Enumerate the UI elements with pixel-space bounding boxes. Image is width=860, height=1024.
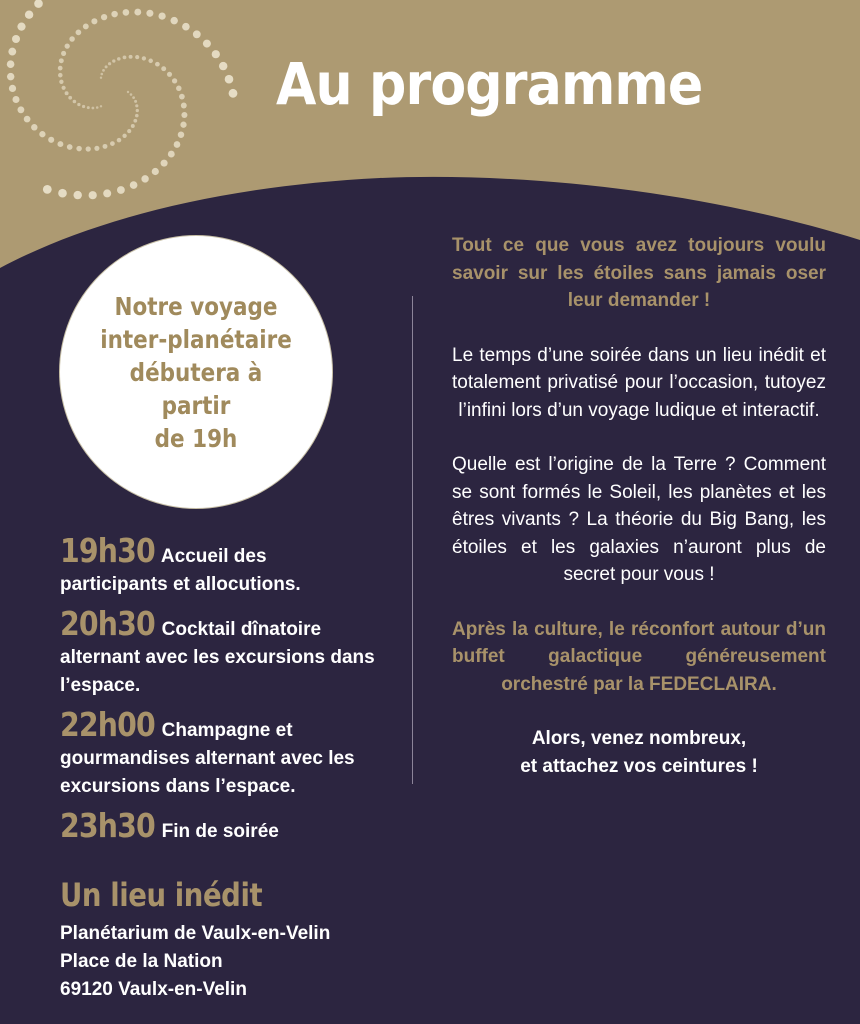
spiral-dot: [203, 40, 211, 48]
schedule-time: 23h30: [60, 806, 155, 845]
closing-line: Alors, venez nombreux,: [531, 728, 747, 749]
spiral-dot: [76, 146, 82, 152]
venue-block: [60, 876, 440, 1004]
spiral-dot: [25, 10, 33, 18]
spiral-dot: [123, 56, 127, 60]
spiral-dot: [57, 141, 63, 147]
circle-line: débutera à partir: [129, 357, 263, 420]
description-paragraph: Le temps d’une soirée dans un lieu inédit et totalement privatisé pour l’occasion, tutoyez l’infini lors d’un voyage ludique et interactif.: [452, 344, 826, 421]
spiral-dot: [101, 14, 107, 20]
spiral-dot: [158, 12, 165, 19]
schedule-item: [60, 604, 400, 700]
questions-paragraph: Quelle est l’origine de la Terre ? Comment se sont formés le Soleil, les planètes et les êtres vivants ? La théorie du Big Bang, les étoiles et les galaxies n’auront plus de secret pour vous !: [452, 454, 826, 585]
spiral-dot: [174, 141, 181, 148]
spiral-dot: [123, 9, 130, 16]
schedule-text: Champagne et: [161, 720, 293, 741]
spiral-dot: [102, 69, 105, 72]
spiral-dot: [65, 91, 69, 95]
spiral-dot: [92, 107, 95, 110]
spiral-dot: [135, 55, 139, 59]
spiral-dot: [67, 144, 73, 150]
spiral-dot: [122, 134, 126, 138]
spiral-dot: [34, 0, 43, 8]
schedule-time: 19h30: [60, 531, 155, 570]
spiral-dot: [94, 146, 99, 151]
spiral-dot: [17, 22, 25, 30]
schedule-text: alternant avec les excursions dans l’espace.: [60, 647, 375, 696]
buffet-paragraph: Après la culture, le réconfort autour d’un buffet galactique généreusement orchestré par la FEDECLAIRA.: [452, 618, 826, 695]
spiral-dot: [170, 17, 177, 24]
spiral-dot: [58, 73, 63, 78]
spiral-dot: [101, 73, 104, 76]
spiral-dot: [127, 91, 129, 93]
spiral-dot: [181, 103, 187, 109]
spiral-dot: [127, 129, 131, 133]
spiral-dot: [146, 10, 153, 17]
spiral-dot: [83, 23, 89, 29]
schedule-time: 20h30: [60, 604, 155, 643]
schedule-list: [60, 531, 400, 856]
spiral-dot: [176, 86, 182, 92]
venue-title: Un lieu inédit: [60, 876, 263, 914]
spiral-dot: [100, 105, 102, 107]
spiral-dot: [65, 43, 70, 48]
spiral-dot: [142, 56, 146, 60]
spiral-dot: [43, 185, 52, 194]
spiral-dot: [103, 189, 111, 197]
spiral-dot: [73, 100, 77, 104]
spiral-dot: [212, 50, 220, 58]
spiral-dot: [62, 86, 66, 90]
spiral-dot: [58, 189, 67, 198]
circle-line: de 19h: [154, 423, 238, 453]
spiral-dot: [110, 141, 115, 146]
spiral-dot: [8, 48, 16, 56]
spiral-dot: [76, 30, 82, 36]
spiral-dot: [117, 186, 125, 194]
spiral-dot: [9, 85, 16, 92]
spiral-dot: [179, 94, 185, 100]
spiral-dot: [117, 138, 122, 143]
schedule-time: 22h00: [60, 705, 155, 744]
circle-line: Notre voyage: [114, 291, 278, 321]
spiral-dot: [219, 62, 227, 70]
spiral-dot: [82, 105, 85, 108]
spiral-dot: [103, 144, 108, 149]
spiral-dot: [172, 78, 177, 83]
intro-text: Tout ce que vous avez toujours voulu savoir sur les étoiles sans jamais oser leur demander !: [452, 235, 826, 311]
spiral-dot: [225, 75, 234, 84]
schedule-text: Cocktail dînatoire: [161, 619, 322, 640]
spiral-dot: [161, 66, 166, 71]
spiral-dot: [12, 35, 20, 43]
spiral-dot: [130, 93, 133, 96]
schedule-text: participants et allocutions.: [60, 574, 301, 595]
spiral-dot: [134, 9, 141, 16]
spiral-dot: [112, 59, 115, 62]
spiral-dot: [58, 66, 63, 71]
spiral-dot: [39, 131, 45, 137]
spiral-dot: [141, 175, 148, 182]
spiral-dot: [7, 60, 15, 68]
description-column: [452, 232, 826, 807]
start-time-circle: [62, 238, 330, 506]
column-divider: [412, 296, 413, 784]
spiral-dot: [86, 146, 91, 151]
schedule-text: Accueil des: [160, 546, 267, 567]
spiral-dot: [31, 124, 37, 130]
spiral-dot: [133, 119, 137, 123]
spiral-dot: [24, 116, 31, 123]
spiral-dot: [89, 191, 97, 199]
spiral-dot: [131, 124, 135, 128]
schedule-text: Fin de soirée: [161, 821, 279, 842]
venue-street: Place de la Nation: [60, 951, 223, 972]
page-title: Au programme: [276, 50, 703, 118]
spiral-dot: [178, 131, 184, 137]
spiral-dot: [117, 57, 121, 61]
spiral-dot: [59, 80, 63, 84]
schedule-item: [60, 806, 400, 846]
spiral-dot: [193, 30, 201, 38]
spiral-dot: [155, 62, 160, 67]
schedule-item: [60, 705, 400, 801]
spiral-dot: [134, 100, 137, 103]
spiral-dot: [130, 181, 138, 189]
spiral-dot: [59, 58, 64, 63]
spiral-dot: [7, 73, 14, 80]
spiral-dot: [168, 151, 175, 158]
spiral-dot: [17, 106, 24, 113]
spiral-dot: [135, 104, 138, 107]
spiral-dot: [68, 96, 72, 100]
spiral-dot: [69, 36, 75, 42]
spiral-dot: [111, 11, 117, 17]
start-time-text: [93, 290, 299, 455]
spiral-dot: [96, 106, 99, 109]
spiral-dot: [87, 106, 90, 109]
spiral-dot: [136, 109, 139, 112]
spiral-dot: [48, 137, 54, 143]
closing-text: [452, 725, 826, 780]
spiral-dot: [12, 96, 19, 103]
spiral-dot: [181, 112, 187, 118]
closing-line: et attachez vos ceintures !: [520, 755, 758, 777]
schedule-item: [60, 531, 400, 599]
spiral-dot: [229, 89, 238, 98]
spiral-dot: [182, 23, 190, 31]
spiral-dot: [73, 191, 81, 199]
spiral-dot: [105, 65, 108, 68]
venue-name: Planétarium de Vaulx-en-Velin: [60, 923, 331, 944]
spiral-dot: [152, 168, 159, 175]
spiral-dot: [77, 103, 80, 106]
spiral-dot: [135, 114, 139, 118]
spiral-dot: [100, 77, 102, 79]
spiral-dot: [91, 18, 97, 24]
spiral-dot: [132, 96, 135, 99]
spiral-dot: [161, 160, 168, 167]
venue-city: 69120 Vaulx-en-Velin: [60, 979, 247, 1000]
spiral-dot: [167, 72, 172, 77]
circle-line: inter-planétaire: [100, 324, 292, 354]
spiral-dot: [180, 122, 186, 128]
spiral-dot: [108, 62, 111, 65]
spiral-dot: [61, 51, 66, 56]
schedule-text: gourmandises alternant avec les excursions dans l’espace.: [60, 748, 355, 797]
spiral-dot: [129, 55, 133, 59]
spiral-dots-decoration: [0, 0, 240, 220]
spiral-dot: [148, 59, 153, 64]
